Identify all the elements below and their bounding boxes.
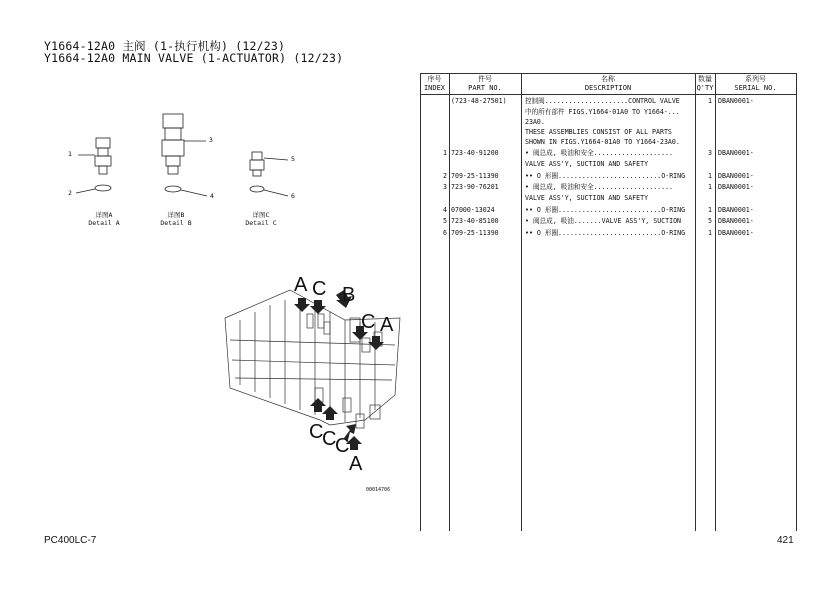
row-quantity: 1 bbox=[708, 206, 712, 214]
row-part-number: 709-25-11390 bbox=[451, 172, 499, 180]
row-part-number: 709-25-11390 bbox=[451, 229, 499, 237]
callout-5: 5 bbox=[291, 155, 295, 163]
header-part: 件号 PART NO. bbox=[468, 75, 502, 92]
row-description: •• O 形圈..........................O-RING bbox=[525, 229, 686, 237]
row-description: •• O 形圈..........................O-RING bbox=[525, 172, 686, 180]
page-number: 421 bbox=[777, 535, 794, 546]
letter-a-right: A bbox=[380, 314, 394, 336]
callout-4: 4 bbox=[210, 192, 214, 200]
row-description: • 阀总成, 吸油和安全.................... bbox=[525, 149, 674, 157]
row-description: VALVE ASS'Y, SUCTION AND SAFETY bbox=[525, 194, 649, 202]
row-quantity: 1 bbox=[708, 183, 712, 191]
row-quantity: 5 bbox=[708, 217, 712, 225]
row-description: 控制阀.....................CONTROL VALVE bbox=[525, 97, 680, 105]
row-description: VALVE ASS'Y, SUCTION AND SAFETY bbox=[525, 160, 649, 168]
row-index: 4 bbox=[443, 206, 447, 214]
page-title-en: Y1664-12A0 MAIN VALVE (1-ACTUATOR) (12/23) bbox=[44, 51, 344, 65]
row-part-number: 723-40-85100 bbox=[451, 217, 499, 225]
row-index: 6 bbox=[443, 229, 447, 237]
letter-c-top: C bbox=[312, 278, 327, 300]
row-description: • 阀总成, 吸油和安全.................... bbox=[525, 183, 674, 191]
row-part-number: 723-90-76201 bbox=[451, 183, 499, 191]
callout-2: 2 bbox=[68, 189, 72, 197]
detail-a-caption: 详图A Detail A bbox=[88, 211, 120, 227]
detail-c-caption: 详图C Detail C bbox=[245, 211, 277, 227]
letter-b-top: B bbox=[342, 284, 356, 306]
row-serial: DBAN0001- bbox=[718, 149, 754, 157]
row-part-number: 07000-13024 bbox=[451, 206, 495, 214]
row-quantity: 3 bbox=[708, 149, 712, 157]
row-description: 23A0. bbox=[525, 118, 545, 126]
row-serial: DBAN0001- bbox=[718, 217, 754, 225]
row-serial: DBAN0001- bbox=[718, 97, 754, 105]
letter-c-right: C bbox=[361, 311, 376, 333]
header-qty: 数量 Q'TY bbox=[696, 75, 714, 92]
header-description: 名称 DESCRIPTION bbox=[584, 75, 632, 92]
model-label: PC400LC-7 bbox=[44, 535, 97, 546]
detail-b-caption: 详图B Detail B bbox=[160, 211, 192, 227]
page-title-cn: Y1664-12A0 主阀 (1-执行机构) (12/23) bbox=[44, 39, 286, 53]
letter-c-bottom-1: C bbox=[309, 421, 324, 443]
letter-c-bottom-3: C bbox=[335, 435, 350, 457]
callout-6: 6 bbox=[291, 192, 295, 200]
callout-1: 1 bbox=[68, 150, 72, 158]
row-part-number: 723-40-91200 bbox=[451, 149, 499, 157]
row-serial: DBAN0001- bbox=[718, 172, 754, 180]
letter-c-bottom-2: C bbox=[322, 428, 337, 450]
header-index: 序号 INDEX bbox=[423, 75, 446, 92]
parts-table bbox=[420, 73, 797, 531]
row-part-number: (723-48-27501) bbox=[451, 97, 507, 105]
row-quantity: 1 bbox=[708, 229, 712, 237]
letter-a-top: A bbox=[294, 274, 308, 296]
row-serial: DBAN0001- bbox=[718, 183, 754, 191]
drawing-number: 00014706 bbox=[366, 487, 391, 493]
row-index: 1 bbox=[443, 149, 447, 157]
row-description: THESE ASSEMBLIES CONSIST OF ALL PARTS bbox=[525, 128, 672, 136]
row-index: 3 bbox=[443, 183, 447, 191]
row-description: • 阀总成, 吸油.......VALVE ASS'Y, SUCTION bbox=[525, 217, 682, 225]
row-description: 中的所有部件 FIGS.Y1664-01A0 TO Y1664-... bbox=[525, 108, 680, 116]
row-index: 5 bbox=[443, 217, 447, 225]
row-index: 2 bbox=[443, 172, 447, 180]
row-description: •• O 形圈..........................O-RING bbox=[525, 206, 686, 214]
row-serial: DBAN0001- bbox=[718, 206, 754, 214]
row-serial: DBAN0001- bbox=[718, 229, 754, 237]
row-description: SHOWN IN FIGS.Y1664-01A0 TO Y1664-23A0. bbox=[525, 138, 680, 146]
header-serial: 系列号 SERIAL NO. bbox=[734, 75, 777, 92]
row-quantity: 1 bbox=[708, 172, 712, 180]
row-quantity: 1 bbox=[708, 97, 712, 105]
letter-a-bottom: A bbox=[349, 453, 363, 475]
callout-3: 3 bbox=[209, 136, 213, 144]
